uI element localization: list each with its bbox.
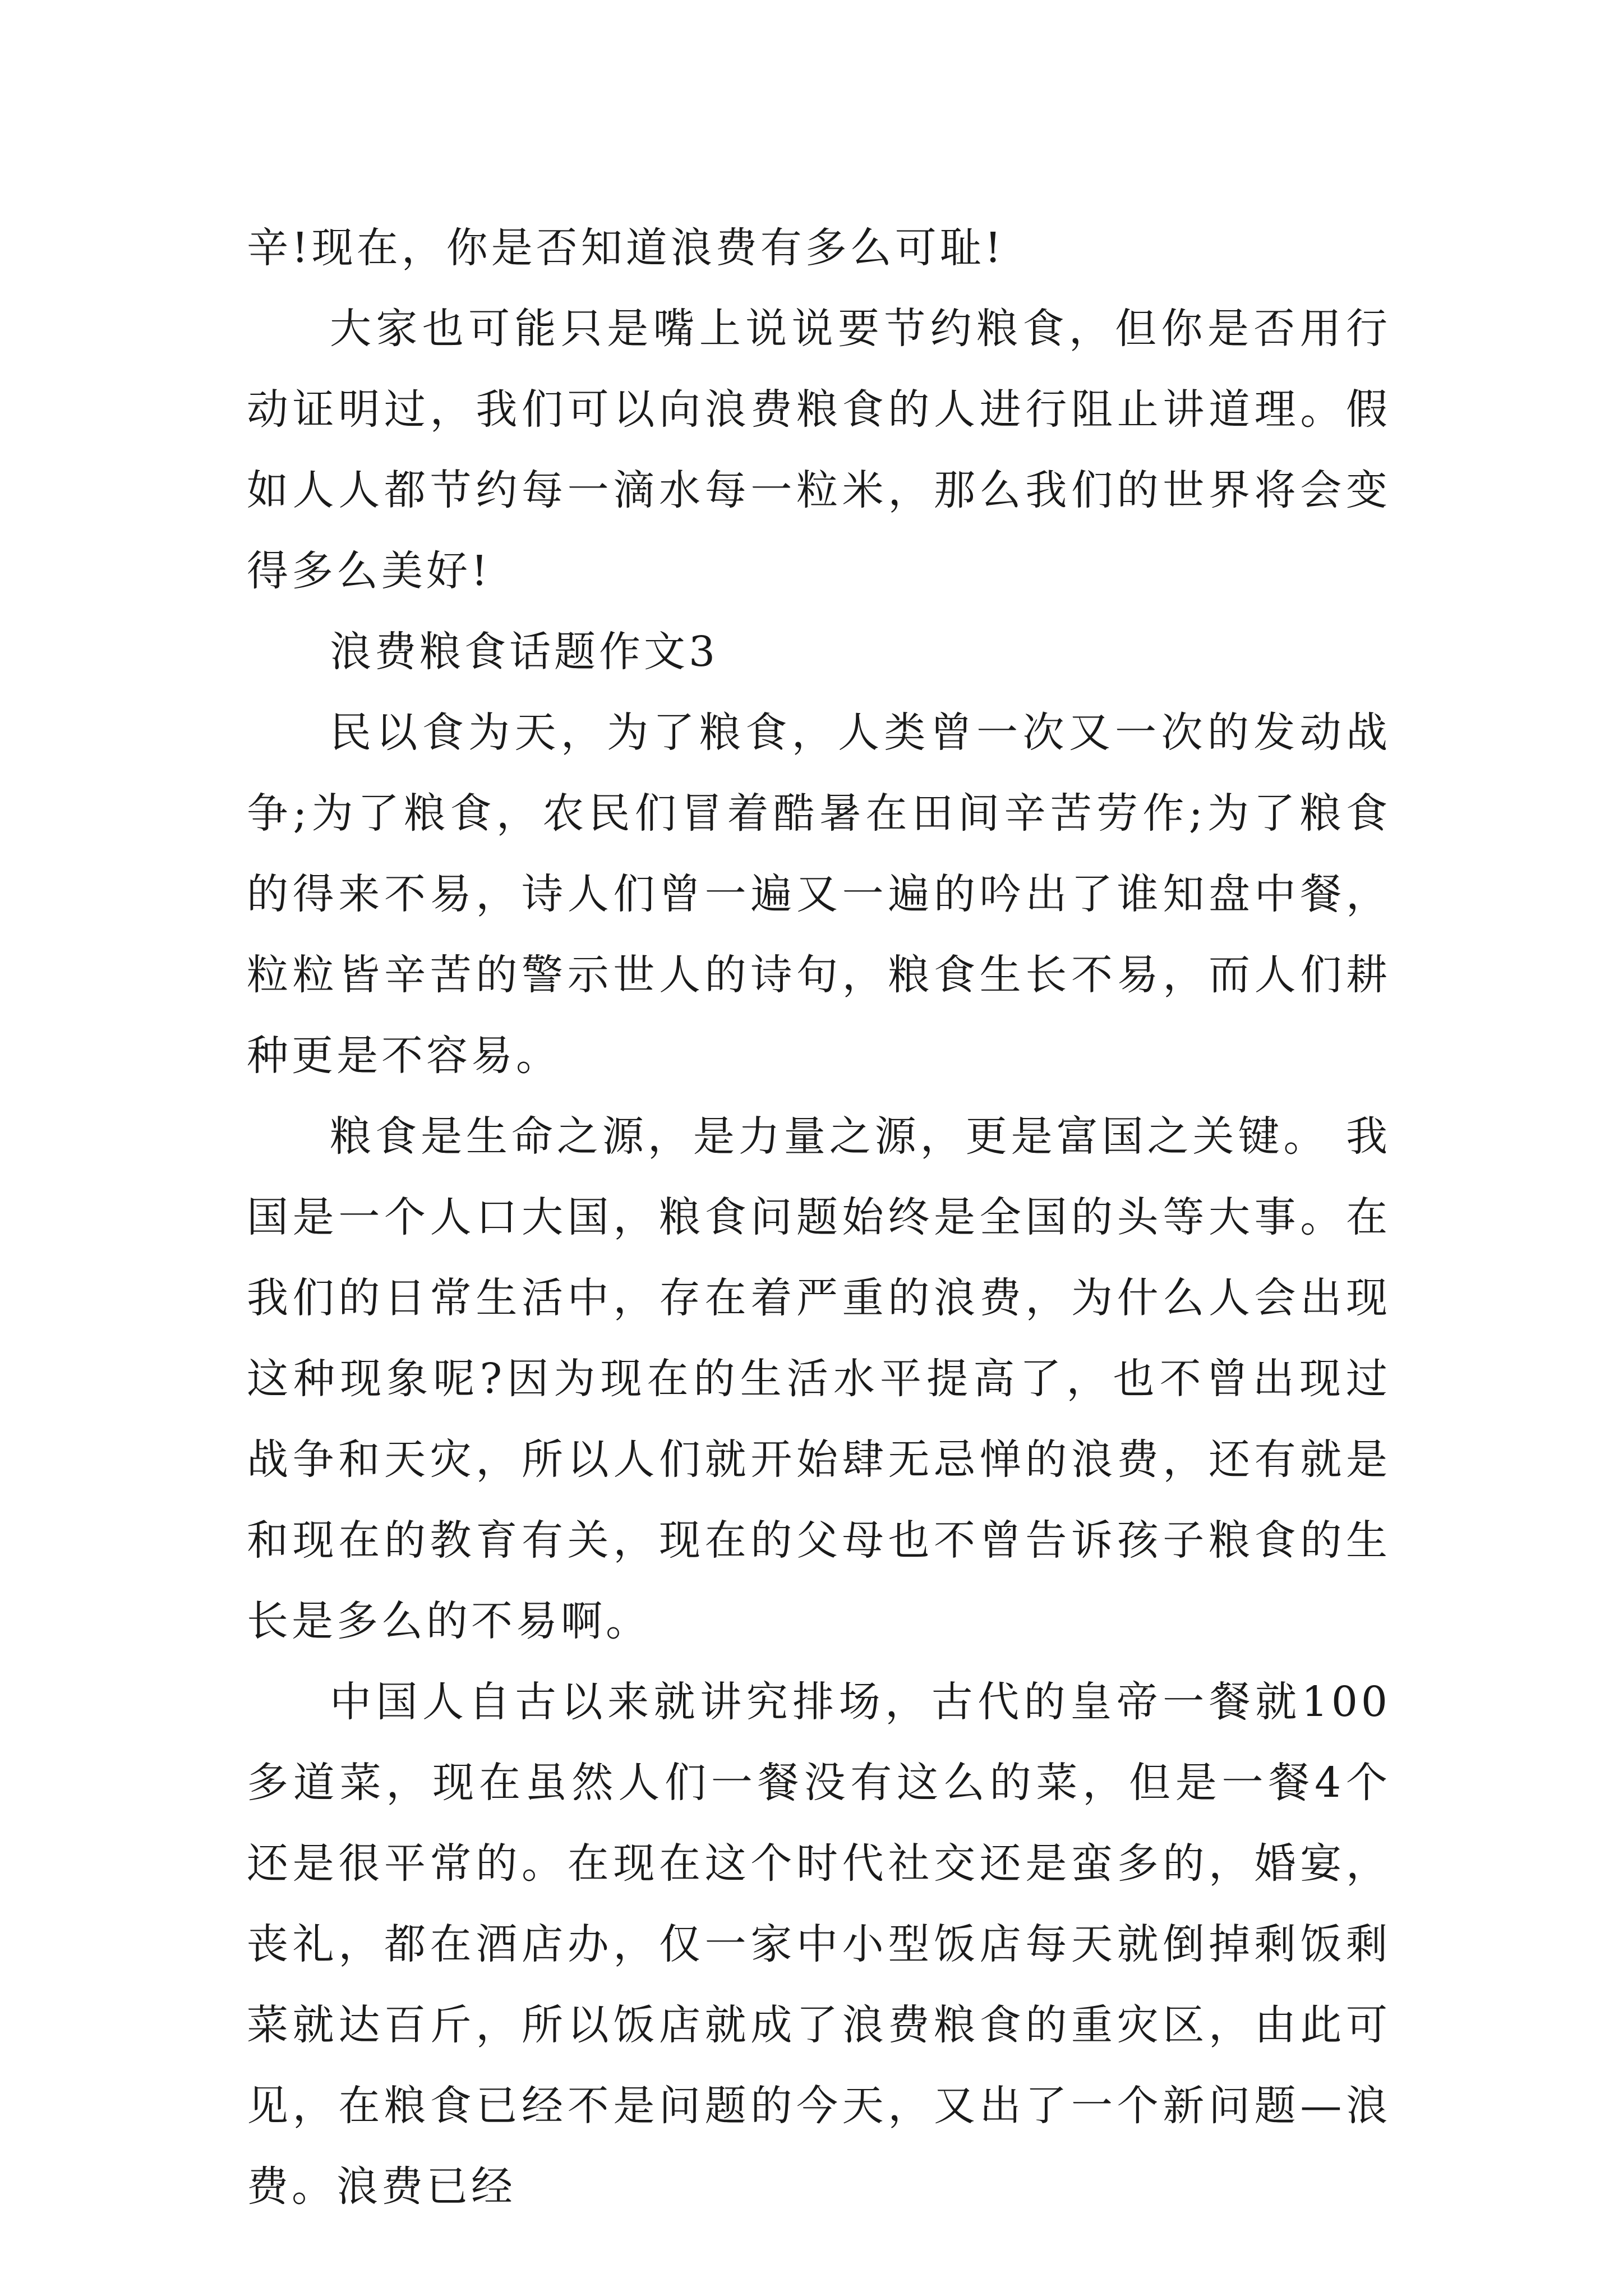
paragraph-continuation: 辛!现在，你是否知道浪费有多么可耻!	[247, 224, 1005, 272]
document-body	[247, 208, 1391, 2227]
paragraph: 大家也可能只是嘴上说说要节约粮食，但你是否用行动证明过，我们可以向浪费粮食的人进行阻止讲道理。假如人人都节约每一滴水每一粒米，那么我们的世界将会变得多么美好!	[247, 305, 1391, 595]
section-heading: 浪费粮食话题作文3	[330, 628, 719, 676]
paragraph: 中国人自古以来就讲究排场，古代的皇帝一餐就100多道菜，现在虽然人们一餐没有这么的菜，但是一餐4个还是很平常的。在现在这个时代社交还是蛮多的，婚宴，丧礼，都在酒店办，仅一家中小型饭店每天就倒掉剩饭剩菜就达百斤，所以饭店就成了浪费粮食的重灾区，由此可见，在粮食已经不是问题的今天，又出了一个新问题—浪费。浪费已经	[247, 1678, 1391, 2211]
paragraph: 民以食为天，为了粮食，人类曾一次又一次的发动战争;为了粮食，农民们冒着酷暑在田间辛苦劳作;为了粮食的得来不易，诗人们曾一遍又一遍的吟出了谁知盘中餐，粒粒皆辛苦的警示世人的诗句，粮食生长不易，而人们耕种更是不容易。	[247, 708, 1391, 1080]
paragraph: 粮食是生命之源，是力量之源，更是富国之关键。 我国是一个人口大国，粮食问题始终是全国的头等大事。在我们的日常生活中，存在着严重的浪费，为什么人会出现这种现象呢?因为现在的生活水平提高了，也不曾出现过战争和天灾，所以人们就开始肆无忌惮的浪费，还有就是和现在的教育有关，现在的父母也不曾告诉孩子粮食的生长是多么的不易啊。	[247, 1112, 1391, 1645]
